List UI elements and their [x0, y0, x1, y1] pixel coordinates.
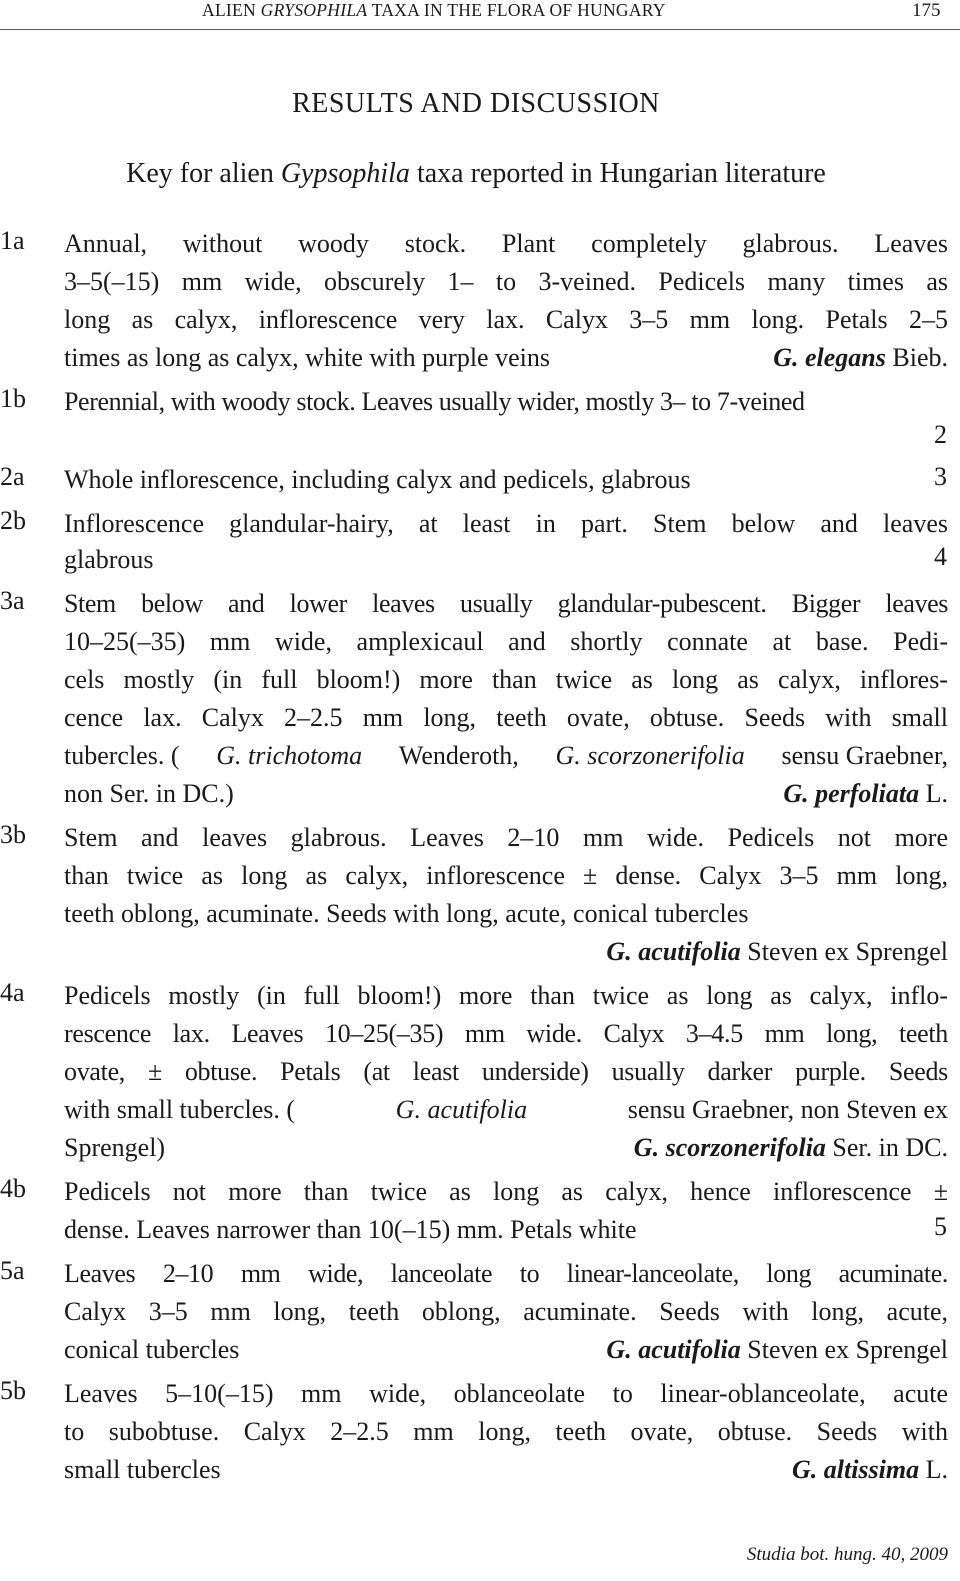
key-3a-line: cels mostly (in full bloom!) more than twice as long as calyx, inflores- — [64, 665, 948, 694]
key-label-5a: 5a — [0, 1256, 25, 1285]
key-1b-line: Perennial, with woody stock. Leaves usually wider, mostly 3– to 7-veined — [64, 387, 805, 416]
section-title: RESULTS AND DISCUSSION — [292, 88, 660, 119]
key-pointer: 3 — [934, 462, 947, 491]
running-head — [0, 0, 960, 26]
key-label-4b: 4b — [0, 1174, 26, 1203]
key-label-1b: 1b — [0, 384, 26, 413]
key-pointer: 2 — [934, 420, 947, 449]
key-2b-line: Inflorescence glandular-hairy, at least in part. Stem below and leaves — [64, 509, 948, 538]
key-3a-line: Stem below and lower leaves usually glandular-pubescent. Bigger leaves — [64, 589, 948, 618]
key-label-3b: 3b — [0, 820, 26, 849]
key-3b-line: than twice as long as calyx, inflorescence ± dense. Calyx 3–5 mm long, — [64, 861, 948, 890]
key-4a-line: Sprengel) G. scorzonerifolia Ser. in DC. — [64, 1133, 948, 1162]
key-pointer: 4 — [934, 542, 947, 571]
key-4a-line: rescence lax. Leaves 10–25(–35) mm wide. Calyx 3–4.5 mm long, teeth — [64, 1019, 948, 1048]
key-title: Key for alien Gypsophila taxa reported in Hungarian literature — [126, 158, 826, 189]
key-4b-line: Pedicels not more than twice as long as calyx, hence inflorescence ± — [64, 1177, 948, 1206]
key-label-2a: 2a — [0, 462, 25, 491]
key-1a-line: times as long as calyx, white with purple veins G. elegans Bieb. — [64, 343, 948, 372]
key-5a-line: conical tubercles G. acutifolia Steven ex Sprengel — [64, 1335, 948, 1364]
key-5a-line: Leaves 2–10 mm wide, lanceolate to linear-lanceolate, long acuminate. — [64, 1259, 948, 1288]
key-3b-taxon-line: G. acutifolia Steven ex Sprengel — [606, 937, 948, 966]
running-title: ALIEN GRYSOPHILA TAXA IN THE FLORA OF HUNGARY — [202, 0, 666, 20]
key-2a-line: Whole inflorescence, including calyx and pedicels, glabrous — [64, 465, 691, 494]
key-3a-line: tubercles. ( G. trichotoma Wenderoth, G. scorzonerifolia sensu Graebner, — [64, 741, 948, 770]
key-5b-line: to subobtuse. Calyx 2–2.5 mm long, teeth ovate, obtuse. Seeds with — [64, 1417, 948, 1446]
key-3a-line: non Ser. in DC.) G. perfoliata L. — [64, 779, 948, 808]
key-3b-line: Stem and leaves glabrous. Leaves 2–10 mm wide. Pedicels not more — [64, 823, 948, 852]
key-label-3a: 3a — [0, 586, 25, 615]
key-label-2b: 2b — [0, 506, 26, 535]
key-3b-line: teeth oblong, acuminate. Seeds with long, acute, conical tubercles — [64, 899, 749, 928]
key-1a-line: Annual, without woody stock. Plant completely glabrous. Leaves — [64, 229, 948, 258]
key-1a-line: long as calyx, inflorescence very lax. Calyx 3–5 mm long. Petals 2–5 — [64, 305, 948, 334]
journal-footer: Studia bot. hung. 40, 2009 — [746, 1544, 948, 1565]
key-4b-line: dense. Leaves narrower than 10(–15) mm. Petals white — [64, 1215, 637, 1244]
key-label-4a: 4a — [0, 978, 25, 1007]
key-5a-line: Calyx 3–5 mm long, teeth oblong, acuminate. Seeds with long, acute, — [64, 1297, 948, 1326]
header-rule — [0, 29, 960, 30]
key-3a-line: 10–25(–35) mm wide, amplexicaul and shortly connate at base. Pedi- — [64, 627, 948, 656]
key-1a-line: 3–5(–15) mm wide, obscurely 1– to 3-veined. Pedicels many times as — [64, 267, 948, 296]
key-4a-line: with small tubercles. ( G. acutifolia sensu Graebner, non Steven ex — [64, 1095, 948, 1124]
key-4a-line: Pedicels mostly (in full bloom!) more than twice as long as calyx, inflo- — [64, 981, 948, 1010]
key-3a-line: cence lax. Calyx 2–2.5 mm long, teeth ovate, obtuse. Seeds with small — [64, 703, 948, 732]
key-pointer: 5 — [934, 1212, 947, 1241]
page-number: 175 — [912, 0, 941, 21]
key-2b-line: glabrous — [64, 545, 154, 574]
key-5b-line: small tubercles G. altissima L. — [64, 1455, 948, 1484]
key-label-5b: 5b — [0, 1376, 26, 1405]
key-label-1a: 1a — [0, 226, 25, 255]
key-4a-line: ovate, ± obtuse. Petals (at least underside) usually darker purple. Seeds — [64, 1057, 948, 1086]
key-5b-line: Leaves 5–10(–15) mm wide, oblanceolate to linear-oblanceolate, acute — [64, 1379, 948, 1408]
